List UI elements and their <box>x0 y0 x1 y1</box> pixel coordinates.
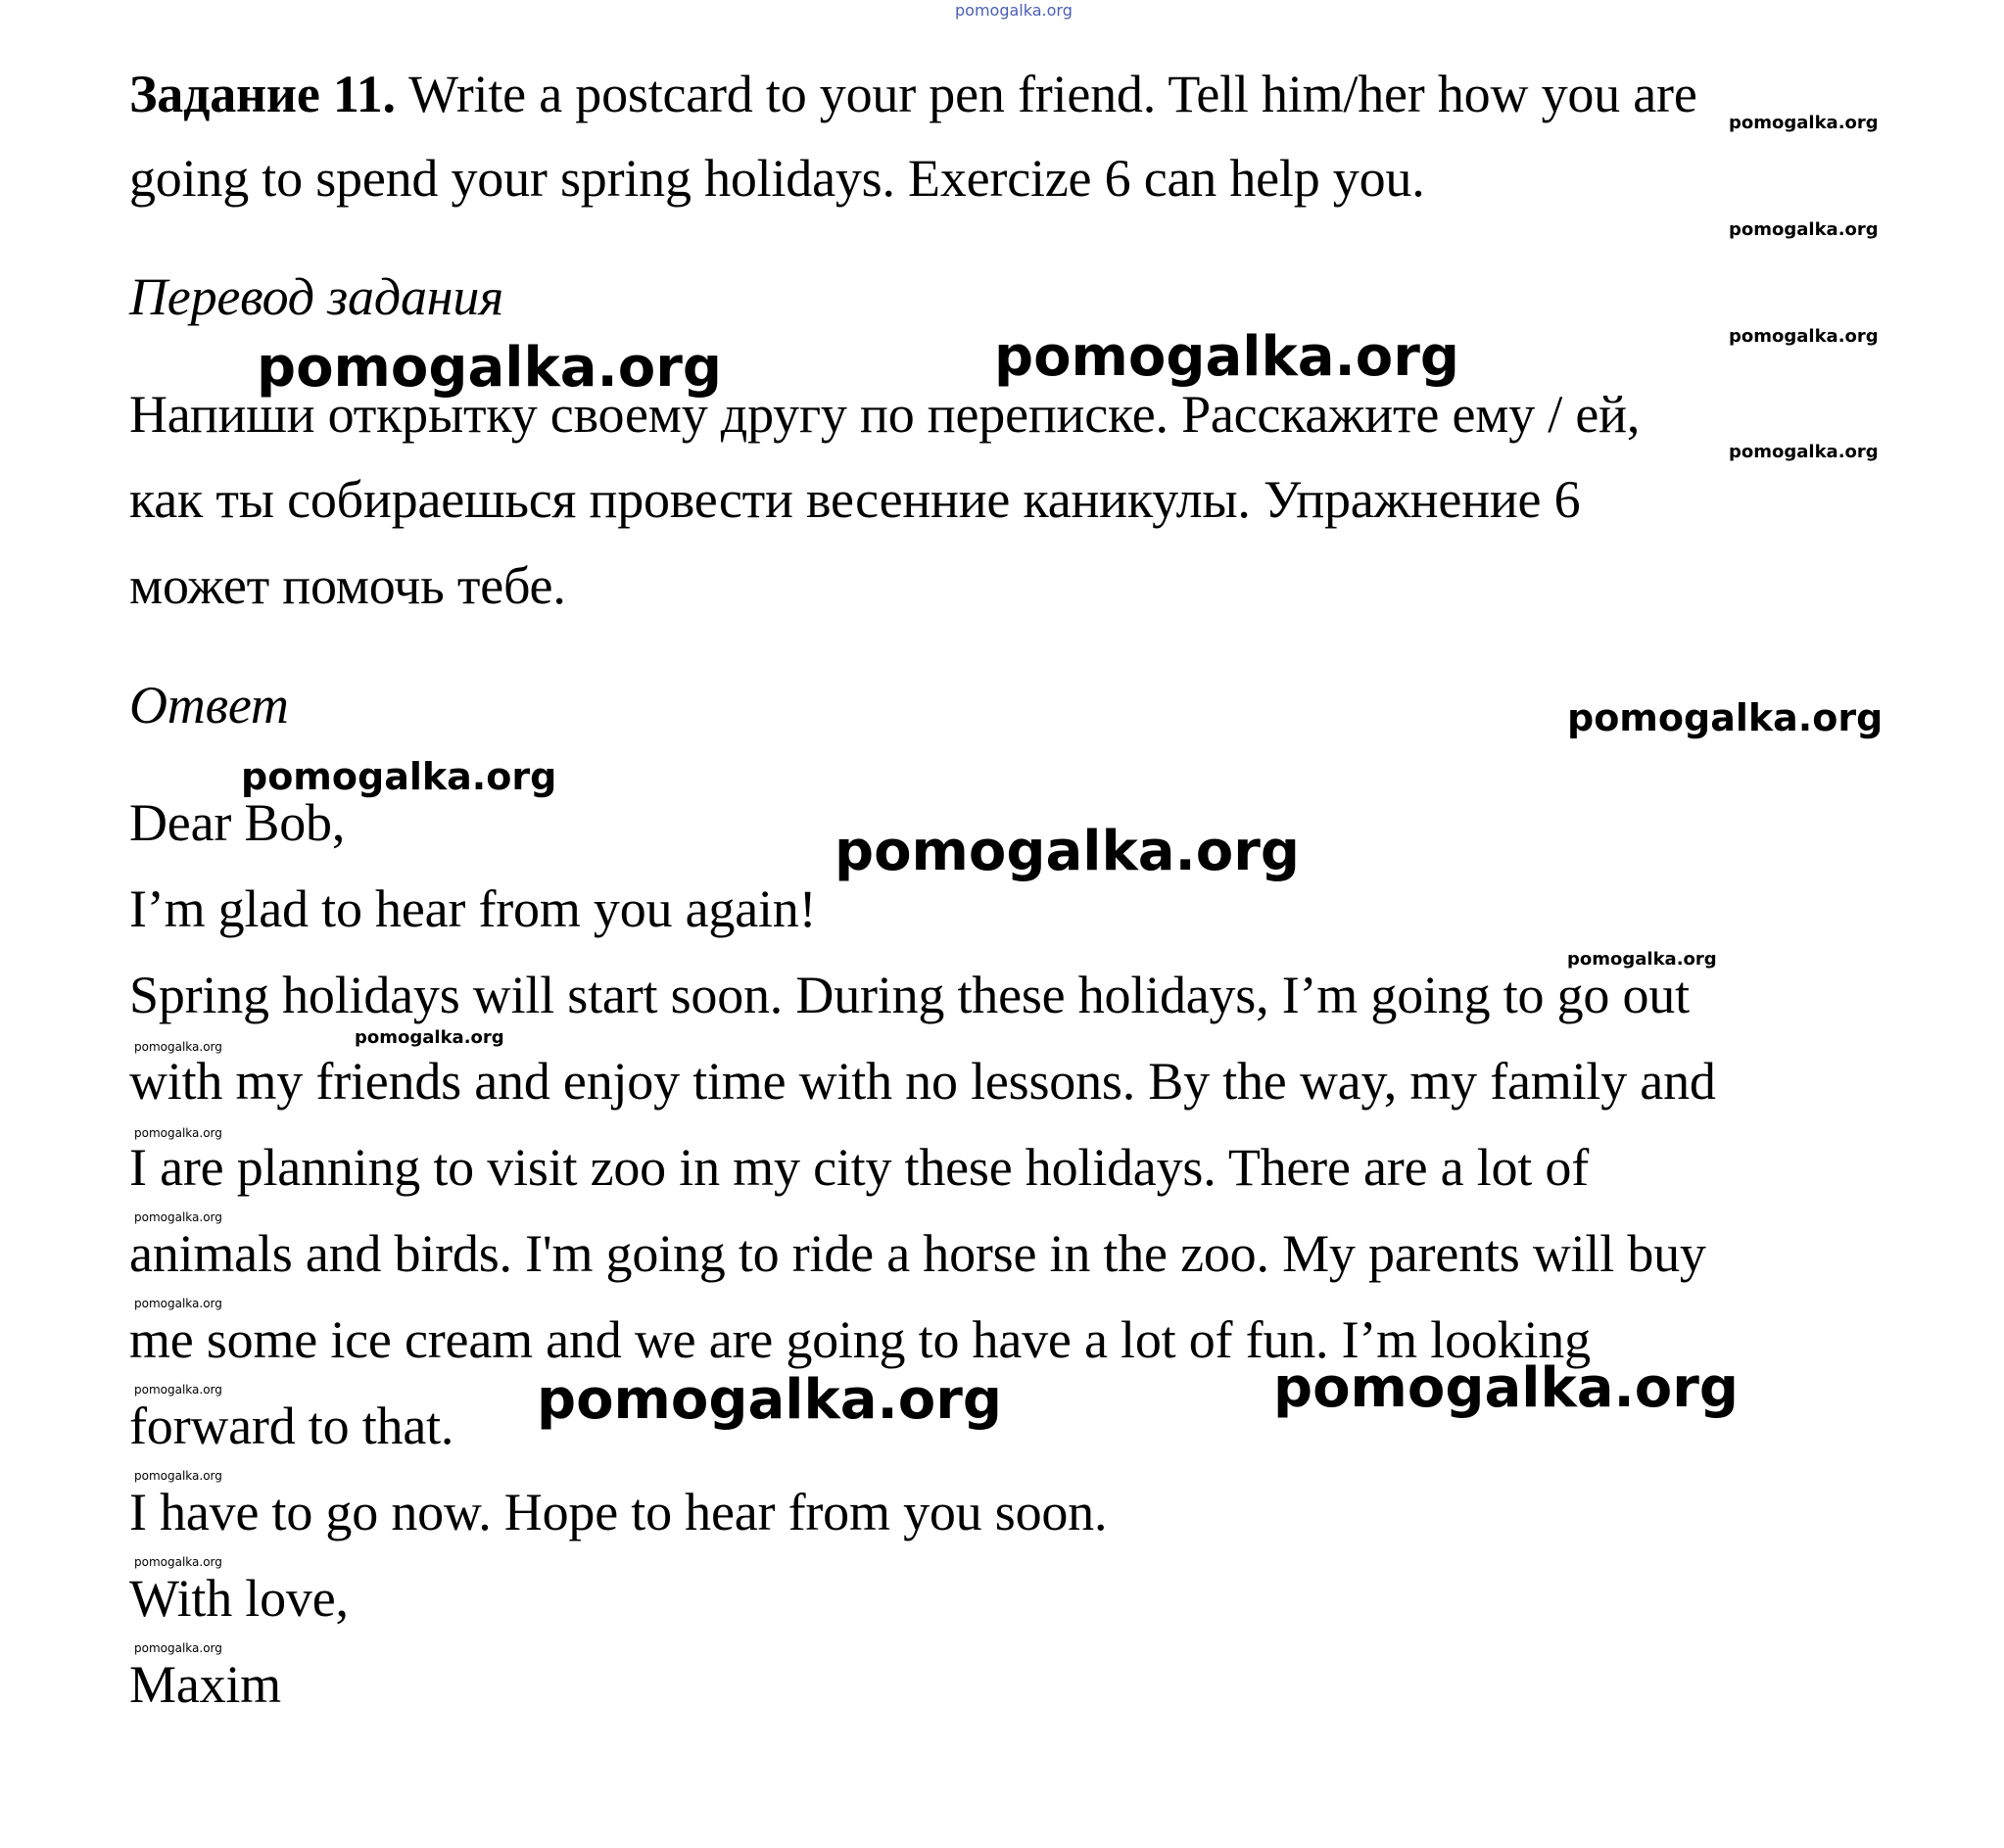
answer-line: Dear Bob, <box>129 793 346 852</box>
answer-line: I have to go now. Hope to hear from you soon. <box>129 1483 1108 1541</box>
answer-heading: Ответ <box>129 676 289 734</box>
watermark: pomogalka.org <box>1567 949 1717 970</box>
translation-line: как ты собираешься провести весенние каникулы. Упражнение 6 <box>129 470 1581 529</box>
answer-line: me some ice cream and we are going to have a lot of fun. I’m looking <box>129 1310 1591 1369</box>
translation-heading: Перевод задания <box>129 267 504 326</box>
answer-line: forward to that. <box>129 1397 454 1455</box>
watermark: pomogalka.org <box>134 1040 222 1054</box>
answer-line: I are planning to visit zoo in my city these holidays. There are a lot of <box>129 1138 1589 1197</box>
watermark: pomogalka.org <box>134 1297 222 1310</box>
watermark: pomogalka.org <box>1729 442 1879 462</box>
answer-line: With love, <box>129 1569 349 1628</box>
watermark: pomogalka.org <box>1729 113 1879 133</box>
translation-line: Напиши открытку своему другу по переписке. Расскажите ему / ей, <box>129 385 1641 444</box>
answer-line: Maxim <box>129 1655 281 1714</box>
translation-line: может помочь тебе. <box>129 556 566 615</box>
answer-line: I’m glad to hear from you again! <box>129 879 817 938</box>
watermark: pomogalka.org <box>955 1 1073 20</box>
answer-line: Spring holidays will start soon. During these holidays, I’m going to go out <box>129 966 1690 1024</box>
watermark: pomogalka.org <box>994 325 1459 389</box>
task-line-1 <box>129 65 1697 123</box>
watermark: pomogalka.org <box>257 336 722 400</box>
task-line-2: going to spend your spring holidays. Exercize 6 can help you. <box>129 149 1425 208</box>
watermark: pomogalka.org <box>134 1210 222 1224</box>
watermark: pomogalka.org <box>1567 696 1884 739</box>
watermark: pomogalka.org <box>537 1368 1002 1432</box>
answer-line: animals and birds. I'm going to ride a horse in the zoo. My parents will buy <box>129 1224 1706 1283</box>
watermark: pomogalka.org <box>134 1641 222 1655</box>
answer-line: with my friends and enjoy time with no lessons. By the way, my family and <box>129 1052 1716 1111</box>
watermark: pomogalka.org <box>1273 1356 1739 1420</box>
watermark: pomogalka.org <box>1729 219 1879 240</box>
watermark: pomogalka.org <box>134 1469 222 1483</box>
task-text: Write a postcard to your pen friend. Tell him/her how you are <box>395 65 1697 123</box>
watermark: pomogalka.org <box>134 1383 222 1397</box>
watermark: pomogalka.org <box>241 755 557 798</box>
watermark: pomogalka.org <box>355 1027 504 1048</box>
task-label: Задание 11. <box>129 65 396 123</box>
watermark: pomogalka.org <box>134 1126 222 1140</box>
watermark: pomogalka.org <box>134 1555 222 1569</box>
watermark: pomogalka.org <box>835 820 1300 883</box>
watermark: pomogalka.org <box>1729 326 1879 347</box>
